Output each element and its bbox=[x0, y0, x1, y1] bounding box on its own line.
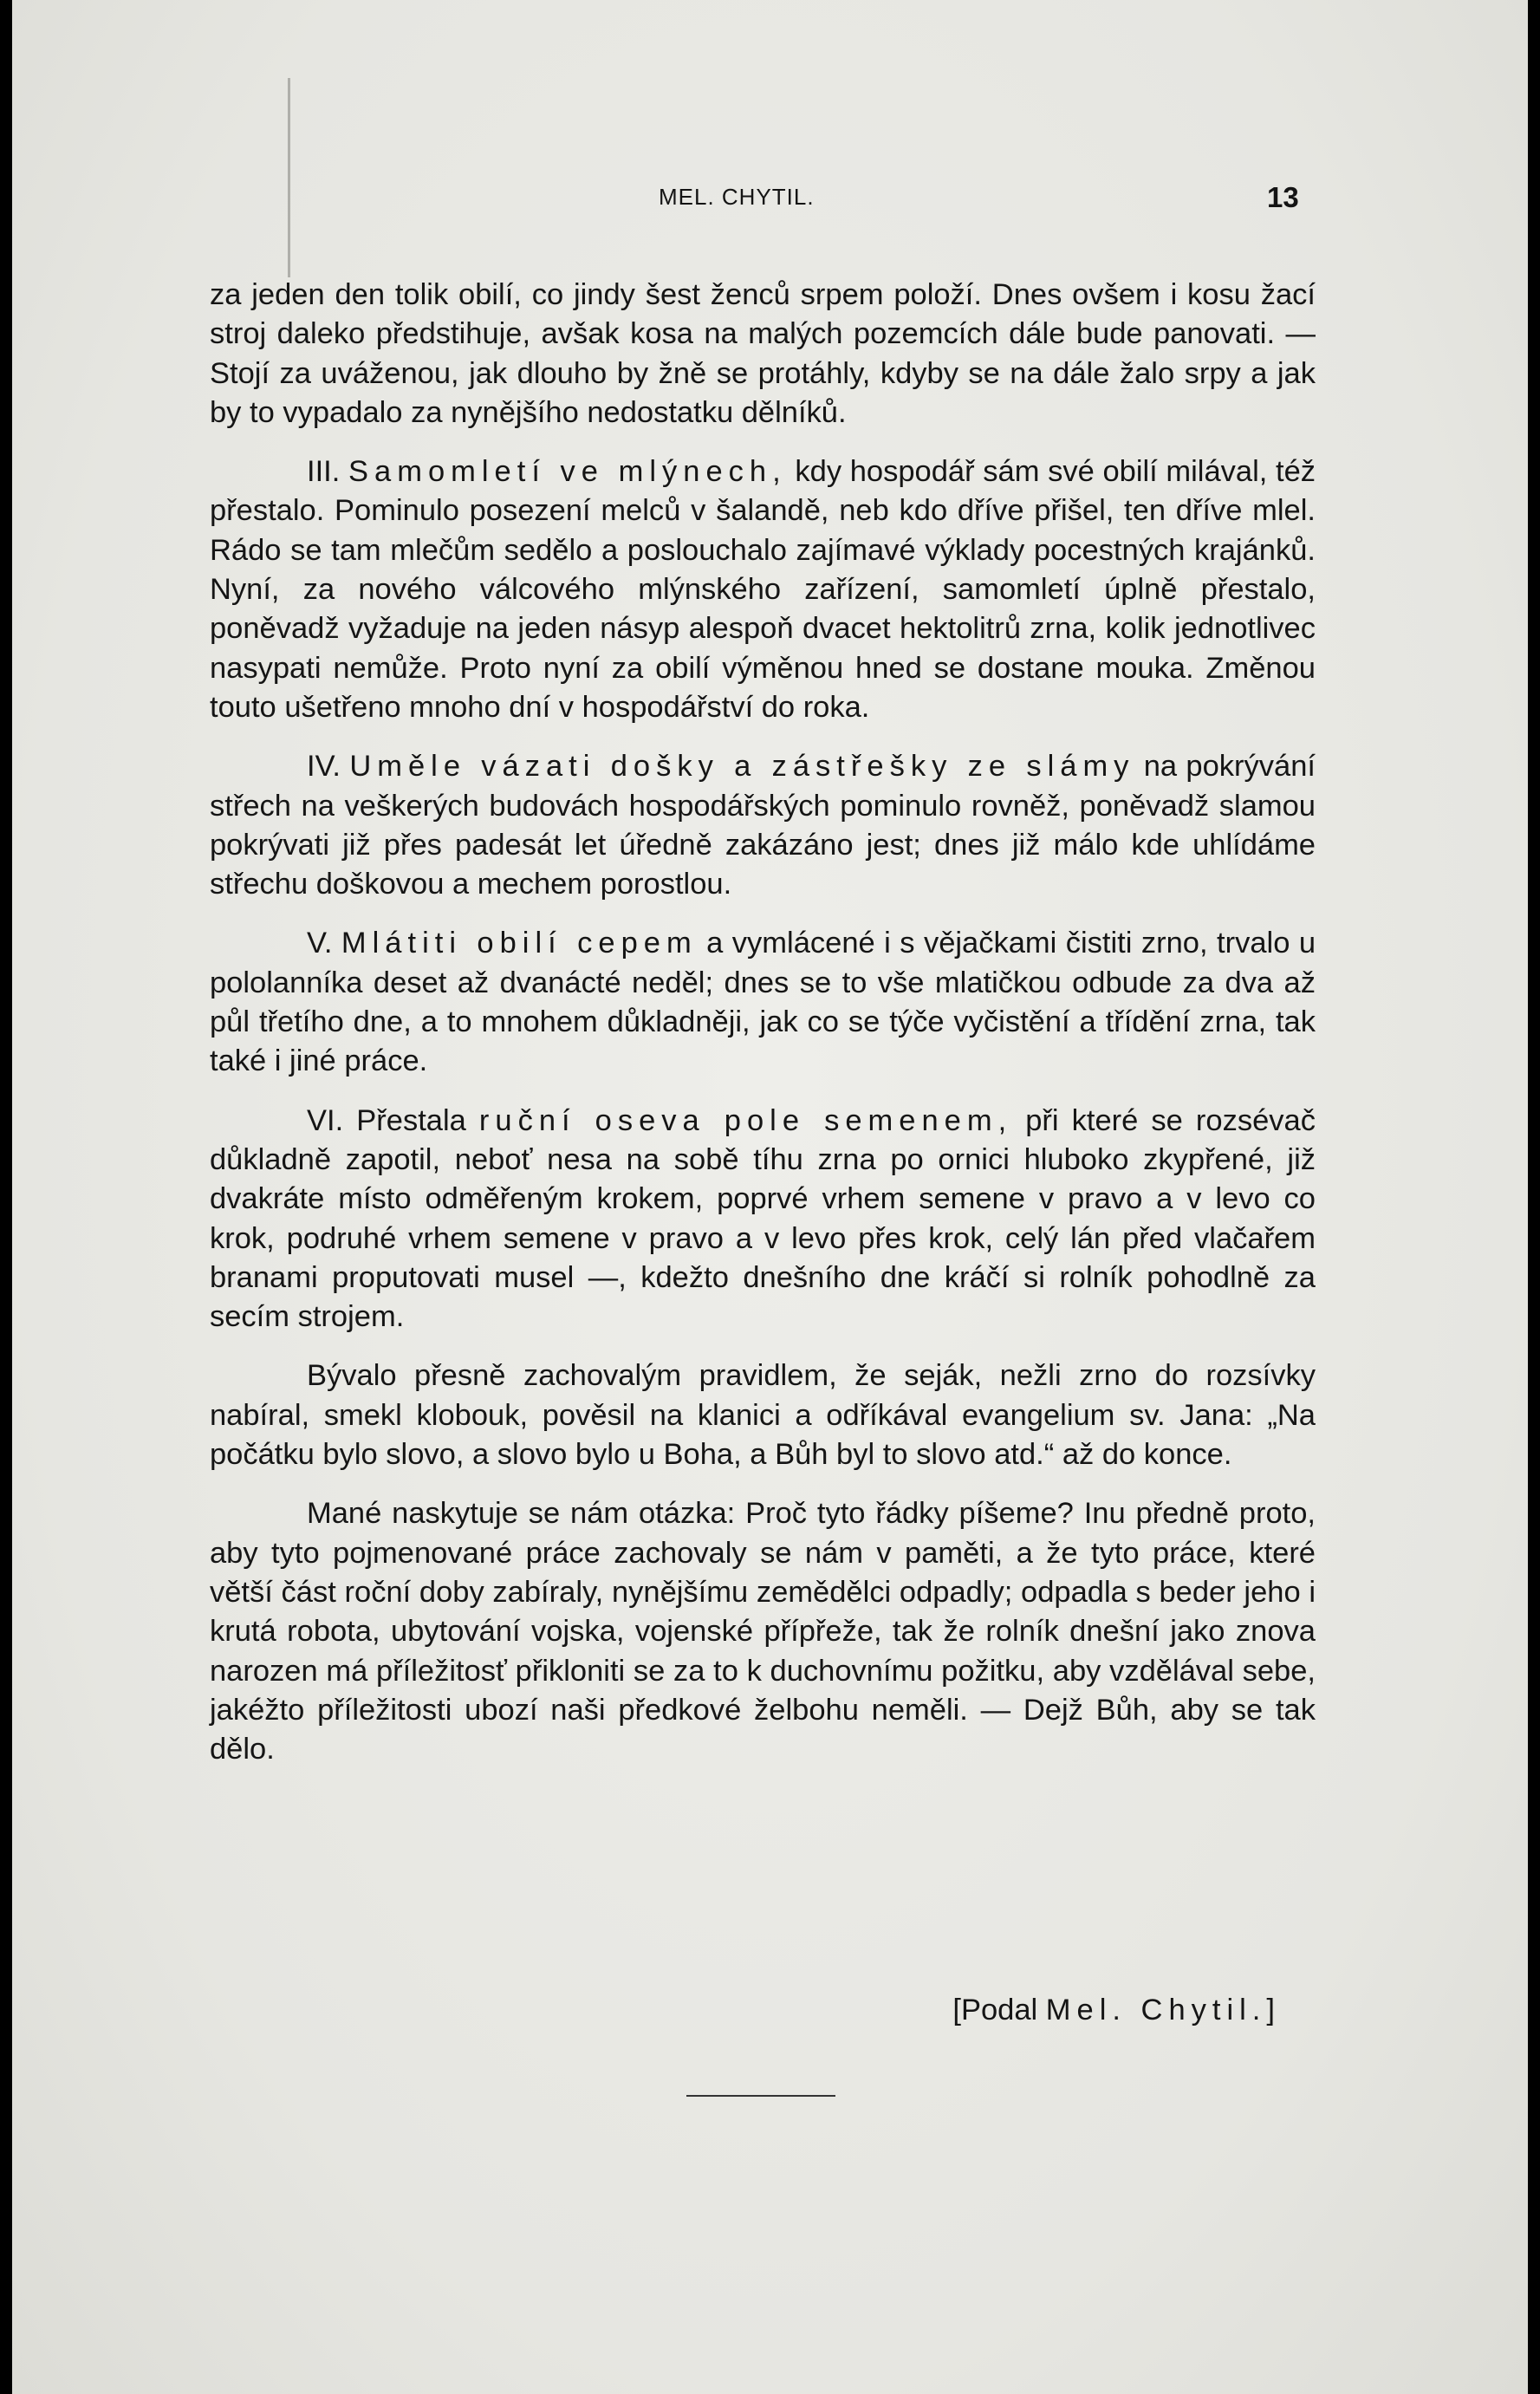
paragraph-continued: za jeden den tolik obilí, co jindy šest ženců srpem položí. Dnes ovšem i kosu žací stroj daleko předstihuje, avšak kosa na malých pozemcích dále bude panovati. — Stojí za uváženou, jak dlouho by žně se protáhly, kdyby se na dále žalo srpy a jak by to vypadalo za nynějšího nedostatku dělníků. bbox=[210, 278, 1316, 429]
paragraph-section-vi bbox=[210, 1102, 1316, 1337]
section-number: IV. bbox=[307, 750, 341, 784]
section-text: při které se rozsévač důkladně zapotil, neboť nesa na sobě tíhu zrna po ornici hluboko zkypřené, již dvakráte místo odměřeným krokem, poprvé vrhem semene v pravo a v levo co krok, podruhé vrhem semene v pravo a v levo přes krok, celý lán před vlačařem branami proputovati musel —, kdežto dnešního dne kráčí si rolník pohodlně za secím strojem. bbox=[210, 1103, 1316, 1334]
paragraph-section-v bbox=[210, 924, 1316, 1081]
section-number: V. bbox=[307, 927, 333, 960]
section-number: III. bbox=[307, 455, 341, 489]
paragraph-custom: Bývalo přesně zachovalým pravidlem, že seják, nežli zrno do rozsívky nabíral, smekl klobouk, pověsil na klanici a odříkával evangelium sv. Jana: „Na počátku bylo slovo, a slovo bylo u Boha, a Bůh byl to slovo atd.“ až do konce. bbox=[210, 1359, 1316, 1472]
section-term: Uměle vázati došky a zástřešky ze slámy bbox=[349, 750, 1135, 784]
signature-close: ] bbox=[1266, 1994, 1275, 2026]
signature-name: Mel. Chytil. bbox=[1045, 1994, 1267, 2026]
section-term: Samomletí ve mlýnech, bbox=[348, 455, 787, 489]
paragraph-section-iv bbox=[210, 747, 1316, 904]
running-head: MEL. CHYTIL. bbox=[659, 184, 815, 210]
end-rule bbox=[686, 2095, 835, 2097]
paragraph-conclusion: Mané naskytuje se nám otázka: Proč tyto řádky píšeme? Inu předně proto, aby tyto pojmenované práce zachovaly se nám v paměti, a že tyto práce, které větší část roční doby zabíraly, nynějšímu zemědělci odpadly; odpadla s beder jeho i krutá robota, ubytování vojska, vojenské přípřeže, tak že rolník dnešní jako znova narozen má příležitosť přikloniti se za to k duchovnímu požitku, aby vzdělával sebe, jakéžto příležitosti ubozí naši předkové želbohu neměli. — Dejž Bůh, aby se tak dělo. bbox=[210, 1497, 1316, 1766]
article-body bbox=[210, 276, 1316, 1769]
signature-open: [Podal bbox=[952, 1994, 1038, 2026]
margin-rule bbox=[288, 78, 290, 277]
paragraph-section-iii bbox=[210, 452, 1316, 727]
section-text: a vymlácené i s vějačkami čistiti zrno, trvalo u pololanníka deset až dvanácté neděl; dnes se to vše mlatičkou odbude za dva až půl třetího dne, a to mnohem důkladněji, jak co se týče vyčistění a třídění zrna, tak také i jiné práce. bbox=[210, 927, 1316, 1078]
section-term: Mlátiti obilí cepem bbox=[341, 927, 698, 960]
page-header bbox=[12, 181, 1528, 218]
author-signature bbox=[952, 1994, 1275, 2027]
section-number: VI. bbox=[307, 1103, 344, 1137]
page-number: 13 bbox=[1267, 181, 1299, 213]
page bbox=[12, 0, 1528, 2394]
section-pre: Přestala bbox=[356, 1103, 466, 1137]
section-text: kdy hospodář sám své obilí milával, též přestalo. Pominulo posezení melců v šalandě, neb kdo dříve přišel, ten dříve mlel. Rádo se tam mlečům sedělo a poslouchalo zajímavé výklady pocestných krajánků. Nyní, za nového válcového mlýnského zařízení, samomletí úplně přestalo, poněvadž vyžaduje na jeden násyp alespoň dvacet hektolitrů zrna, kolik jednotlivec nasypati nemůže. Proto nyní za obilí výměnou hned se dostane mouka. Změnou touto ušetřeno mnoho dní v hospodářství do roka. bbox=[210, 455, 1316, 724]
section-term: ruční oseva pole semenem, bbox=[478, 1103, 1013, 1137]
section-text: na pokrývání střech na veškerých budovách hospodářských pominulo rovněž, poněvadž slamou pokrývati již přes padesát let úředně zakázáno jest; dnes již málo kde uhlídáme střechu doškovou a mechem porostlou. bbox=[210, 750, 1316, 901]
